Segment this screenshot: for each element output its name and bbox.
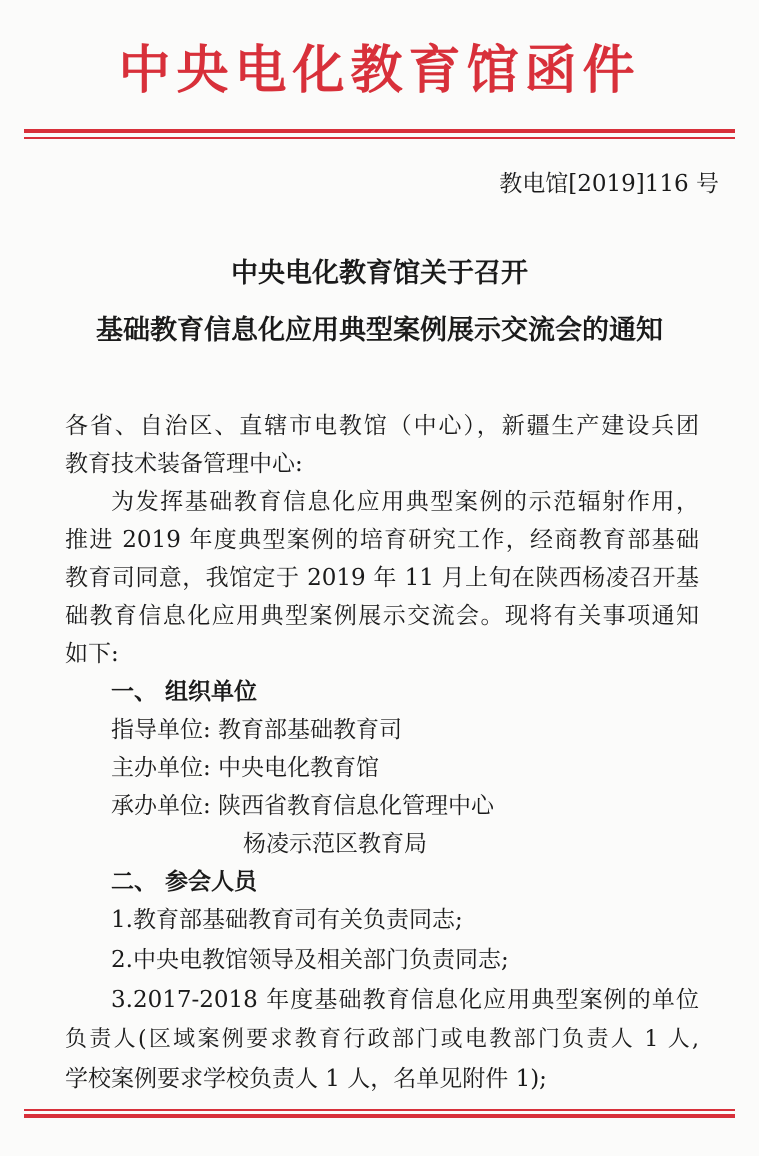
intro-line-2: 推进 2019 年度典型案例的培育研究工作，经商教育部基础	[65, 527, 699, 553]
letterhead-rule-thick	[24, 129, 735, 133]
section-1-guide-unit: 指导单位: 教育部基础教育司	[111, 717, 403, 743]
section-1-organizer-unit-2: 杨凌示范区教育局	[243, 831, 427, 857]
section-2-heading: 二、 参会人员	[111, 869, 258, 895]
intro-line-1: 为发挥基础教育信息化应用典型案例的示范辐射作用，	[111, 489, 699, 515]
document-number: 教电馆[2019]116 号	[499, 171, 719, 197]
letterhead-title: 中央电化教育馆函件	[118, 40, 641, 101]
letterhead-rule-thin	[24, 137, 735, 139]
section-2-item-1: 1.教育部基础教育司有关负责同志;	[111, 907, 463, 933]
addressee-line-2: 教育技术装备管理中心:	[65, 451, 303, 477]
footer-rule-thin	[24, 1109, 735, 1111]
section-2-item-2: 2.中央电教馆领导及相关部门负责同志;	[111, 947, 509, 973]
footer-rule-thick	[24, 1114, 735, 1118]
document-title-line-1: 中央电化教育馆关于召开	[231, 258, 528, 289]
intro-line-3: 教育司同意，我馆定于 2019 年 11 月上旬在陕西杨凌召开基	[65, 565, 699, 591]
intro-line-5: 如下:	[65, 641, 119, 667]
section-1-heading: 一、 组织单位	[111, 679, 258, 705]
document-title-line-2: 基础教育信息化应用典型案例展示交流会的通知	[96, 315, 663, 346]
section-1-organizer-unit: 承办单位: 陕西省教育信息化管理中心	[111, 793, 495, 819]
section-1-host-unit: 主办单位: 中央电化教育馆	[111, 755, 380, 781]
section-2-item-3-line-1: 3.2017-2018 年度基础教育信息化应用典型案例的单位	[111, 987, 699, 1013]
intro-line-4: 础教育信息化应用典型案例展示交流会。现将有关事项通知	[65, 603, 699, 629]
section-2-item-3-line-2: 负责人(区域案例要求教育行政部门或电教部门负责人 1 人,	[65, 1027, 699, 1052]
addressee-line-1: 各省、自治区、直辖市电教馆（中心），新疆生产建设兵团	[65, 413, 699, 439]
section-2-item-3-line-3: 学校案例要求学校负责人 1 人，名单见附件 1);	[65, 1066, 547, 1092]
